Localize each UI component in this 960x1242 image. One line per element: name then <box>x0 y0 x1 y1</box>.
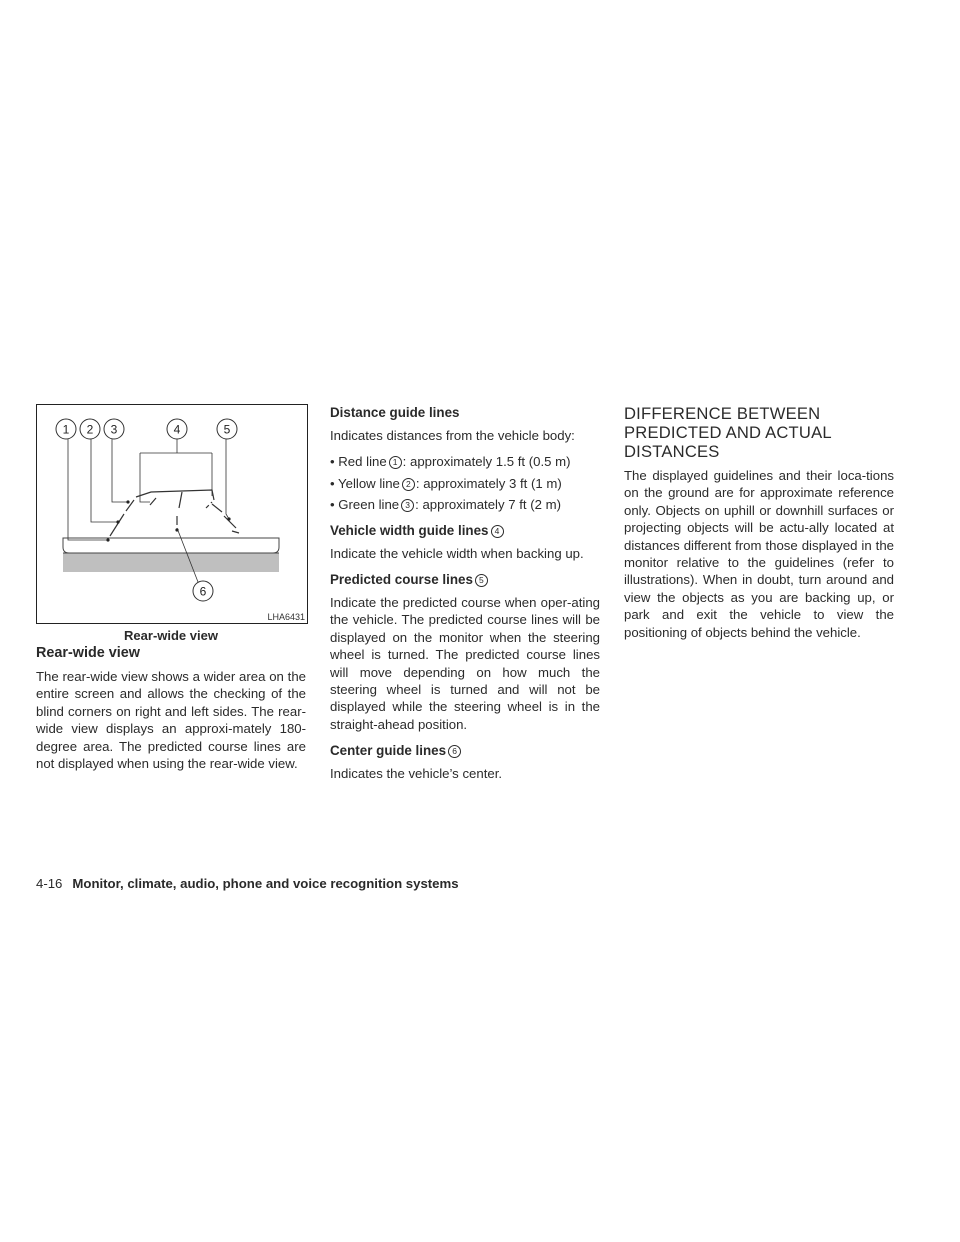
callout-1: 1 <box>62 422 70 437</box>
bullet-green-line <box>330 496 600 513</box>
bullet-yellow-line <box>330 475 600 492</box>
column-middle <box>330 404 600 792</box>
center-guide-body: Indicates the vehicle’s center. <box>330 766 503 782</box>
page-number: 4-16 <box>36 876 63 891</box>
chapter-title: Monitor, climate, audio, phone and voice recognition systems <box>72 876 459 891</box>
column-left <box>36 404 306 781</box>
figure-code: LHA6431 <box>267 612 305 622</box>
figure-caption: Rear-wide view <box>124 628 218 643</box>
bullet-green-prefix: • Green line <box>330 497 400 513</box>
bullet-red-text: : approximately 1.5 ft (0.5 m) <box>402 454 571 470</box>
bullet-yellow-text: : approximately 3 ft (1 m) <box>415 475 562 491</box>
rear-wide-view-body: The rear-wide view shows a wider area on the entire screen and allows the checking of the blind corners on right and left sides. The rear-wide view displays an approxi-mately 180-degree area. The predicted course lines are not displayed when using the rear-wide view. <box>36 669 306 772</box>
predicted-course-heading: Predicted course lines 5 <box>330 571 600 588</box>
rear-wide-view-figure <box>36 404 308 624</box>
bullet-yellow-prefix: • Yellow line <box>330 475 400 491</box>
distance-guide-lines-intro: Indicates distances from the vehicle body: <box>330 428 575 443</box>
callout-2: 2 <box>86 422 94 437</box>
predicted-course-body: Indicate the predicted course when oper-ating the vehicle. The predicted course lines will be displayed on the monitor when the steering wheel is turned. The predicted course lines will move depending on how much the steering wheel is turned and will not be displayed while the steering wheel is in the straight-ahead position. <box>330 595 600 732</box>
center-guide-heading: Center guide lines 6 <box>330 742 600 759</box>
difference-body: The displayed guidelines and their loca-tions on the ground are for approximate reference only. Objects on uphill or downhill surfaces or projecting objects will be actu-ally located at distances different from those displayed in the monitor relative to the guidelines (refer to illustrations). When in doubt, turn around and view the objects as you are backing up, or park and exit the vehicle to view the positioning of objects behind the vehicle. <box>624 468 894 640</box>
rear-wide-view-heading: Rear-wide view <box>36 645 140 661</box>
distance-guide-lines-heading: Distance guide lines <box>330 405 460 420</box>
bullet-red-line <box>330 453 600 470</box>
difference-heading: DIFFERENCE BETWEEN PREDICTED AND ACTUAL DISTANCES <box>624 404 832 461</box>
screen-lower-band <box>63 553 279 572</box>
callout-circle-5: 5 <box>475 574 488 587</box>
callout-circle-2: 2 <box>402 478 415 491</box>
bullet-red-prefix: • Red line <box>330 454 387 470</box>
column-right <box>624 404 894 650</box>
vehicle-width-heading: Vehicle width guide lines 4 <box>330 522 600 539</box>
vehicle-width-body: Indicate the vehicle width when backing up. <box>330 545 584 561</box>
callout-circle-4: 4 <box>491 525 504 538</box>
callout-5: 5 <box>223 422 231 437</box>
callout-6: 6 <box>199 584 207 599</box>
page-footer <box>36 876 459 891</box>
callout-circle-1: 1 <box>389 456 402 469</box>
callout-circle-6: 6 <box>448 745 461 758</box>
callout-3: 3 <box>110 422 118 437</box>
callout-4: 4 <box>173 422 181 437</box>
bullet-green-text: : approximately 7 ft (2 m) <box>415 497 561 513</box>
callout-circle-3: 3 <box>401 499 414 512</box>
rear-wide-view-illustration <box>36 404 308 624</box>
